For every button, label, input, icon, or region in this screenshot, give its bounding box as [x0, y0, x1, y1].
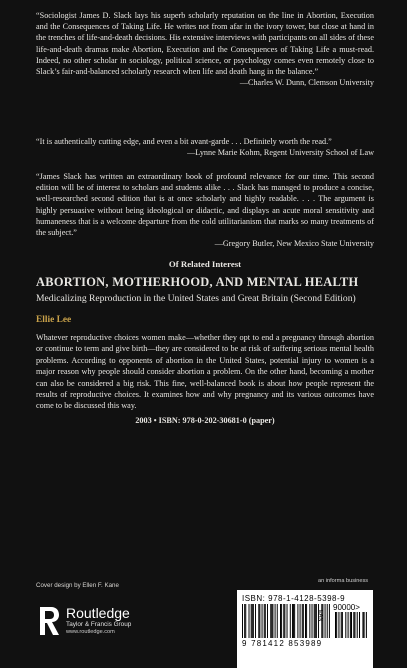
addon-barcode-bar — [362, 612, 363, 638]
addon-barcode-bar — [336, 612, 337, 638]
barcode-bar — [293, 604, 294, 638]
informa-label: an informa business — [318, 578, 369, 584]
barcode-bar — [275, 604, 276, 638]
barcode-bar — [306, 604, 307, 638]
barcode-bar — [259, 604, 260, 638]
endorsement-1 — [36, 10, 374, 88]
related-book-isbn: 2003 • ISBN: 978-0-202-30681-0 (paper) — [135, 415, 275, 425]
barcode-bar — [267, 604, 268, 638]
barcode-price-code: 90000> — [333, 603, 360, 612]
related-book-subtitle: Medicalizing Reproduction in the United States and Great Britain (Second Edition) — [36, 293, 356, 304]
barcode-bar — [249, 604, 250, 638]
endorsement-1-attribution: —Charles W. Dunn, Clemson University — [239, 78, 374, 88]
addon-barcode-bar — [357, 612, 358, 638]
barcode-bar — [264, 604, 265, 638]
routledge-logo-mark — [36, 604, 62, 638]
addon-barcode-bar — [354, 612, 355, 638]
barcode-isbn-label: ISBN: 978-1-4128-5398-9 — [242, 594, 346, 603]
barcode-bar — [327, 604, 328, 638]
publisher-group: Taylor & Francis Group — [66, 621, 132, 628]
barcode-bar — [325, 604, 326, 638]
barcode-bar — [300, 604, 301, 638]
barcode-bar — [302, 604, 303, 638]
barcode-bar — [314, 604, 315, 638]
addon-barcode-bar — [364, 612, 365, 638]
addon-barcode-bar — [359, 612, 360, 638]
barcode-bar — [258, 604, 259, 638]
barcode-bar — [305, 604, 306, 638]
barcode-bar — [271, 604, 272, 638]
barcode-bar — [255, 604, 256, 638]
barcode-ean-label: EAN — [317, 610, 323, 622]
barcode-bar — [277, 604, 278, 638]
barcode-bar — [287, 604, 288, 638]
barcode-bar — [272, 604, 273, 638]
barcode-bar — [262, 604, 263, 638]
barcode-bar — [242, 604, 243, 638]
barcode-bar — [294, 604, 295, 638]
endorsement-3 — [36, 171, 374, 249]
addon-barcode-bar — [350, 612, 351, 638]
addon-barcode-bars — [335, 612, 367, 638]
barcode-bar — [297, 604, 298, 638]
endorsement-1-text: “Sociologist James D. Slack lays his superb scholarly reputation on the line in Abortion, Execution and the Consequences of Taking Life. He writes not from afar in the ivory tower, but close at hand in the trenches of life-and-death decisions. His extensive interviews with participants on all sides of these life-and-death dramas make Abortion, Execution and the Consequences of Taking Life a must-read. Indeed, no other scholar in sociology, political science, or psychology comes even remotely close to Slack’s fair-and-balanced scholarly research when life and death hang in the balance.” — [36, 11, 374, 77]
barcode-bar — [244, 604, 245, 638]
endorsement-2-text: “It is authentically cutting edge, and even a bit avant-garde . . . Definitely worth the read.” — [36, 137, 332, 146]
endorsement-2-attribution: —Lynne Marie Kohm, Regent University School of Law — [187, 148, 374, 158]
barcode-bar — [245, 604, 246, 638]
barcode-bar — [312, 604, 313, 638]
addon-barcode-bar — [342, 612, 343, 638]
barcode-bar — [329, 604, 330, 638]
addon-barcode-bar — [351, 612, 352, 638]
endorsement-3-attribution: —Gregory Butler, New Mexico State University — [214, 239, 374, 249]
routledge-logo — [36, 604, 166, 638]
barcode-bar — [303, 604, 304, 638]
related-heading: Of Related Interest — [168, 259, 242, 269]
addon-barcode-bar — [353, 612, 354, 638]
barcode-bar — [280, 604, 281, 638]
related-book-description: Whatever reproductive choices women make—whether they opt to end a pregnancy through abortion or continue to term and give birth—they are considered to be at risk of suffering serious mental health problems. According to opponents of abortion in the United States, potential injury to women is a major reason why people should consider abortion a problem. On the other hand, becoming a mother can also be considered a big risk. This fine, well-balanced book is about how people represent the results of reproductive choices. It examines how and why pregnancy and its various outcomes have come to be discussed this way. — [36, 333, 374, 411]
barcode-bar — [315, 604, 316, 638]
addon-barcode-bar — [348, 612, 349, 638]
barcode-bar — [283, 604, 284, 638]
barcode-bar — [309, 604, 310, 638]
barcode-bar — [270, 604, 271, 638]
isbn-barcode — [237, 590, 373, 668]
barcode-bar — [253, 604, 254, 638]
barcode-bar — [265, 604, 266, 638]
barcode-bar — [284, 604, 285, 638]
barcode-bar — [281, 604, 282, 638]
barcode-digits: 9 781412 853989 — [242, 639, 323, 648]
endorsement-3-text: “James Slack has written an extraordinary book of profound relevance for our time. This second edition will be of interest to scholars and students alike . . . Slack has managed to produce a concise, well-researched second edition that is at once scholarly and highly readable. . . . The argument is highly persuasive without being ideological or didactic, and displays an acute moral sensitivity and humaneness that is a welcome departure from the cold utilitarianism that marks so many treatments of the subject.” — [36, 172, 374, 238]
barcode-bar — [251, 604, 252, 638]
related-book — [36, 275, 374, 425]
barcode-bar — [292, 604, 293, 638]
endorsement-2 — [36, 136, 374, 158]
routledge-r-icon — [36, 604, 62, 638]
barcode-bar — [252, 604, 253, 638]
addon-barcode-bar — [345, 612, 346, 638]
addon-barcode-bar — [338, 612, 339, 638]
barcode-bar — [290, 604, 291, 638]
publisher-url: www.routledge.com — [66, 629, 115, 635]
related-book-title: ABORTION, MOTHERHOOD, AND MENTAL HEALTH — [36, 275, 359, 289]
addon-barcode-bar — [341, 612, 342, 638]
addon-barcode-bar — [366, 612, 367, 638]
addon-barcode-bar — [335, 612, 336, 638]
related-book-author: Ellie Lee — [36, 315, 72, 325]
publisher-name: Routledge — [66, 605, 130, 621]
cover-credit: Cover design by Ellen F. Kane — [36, 582, 119, 589]
